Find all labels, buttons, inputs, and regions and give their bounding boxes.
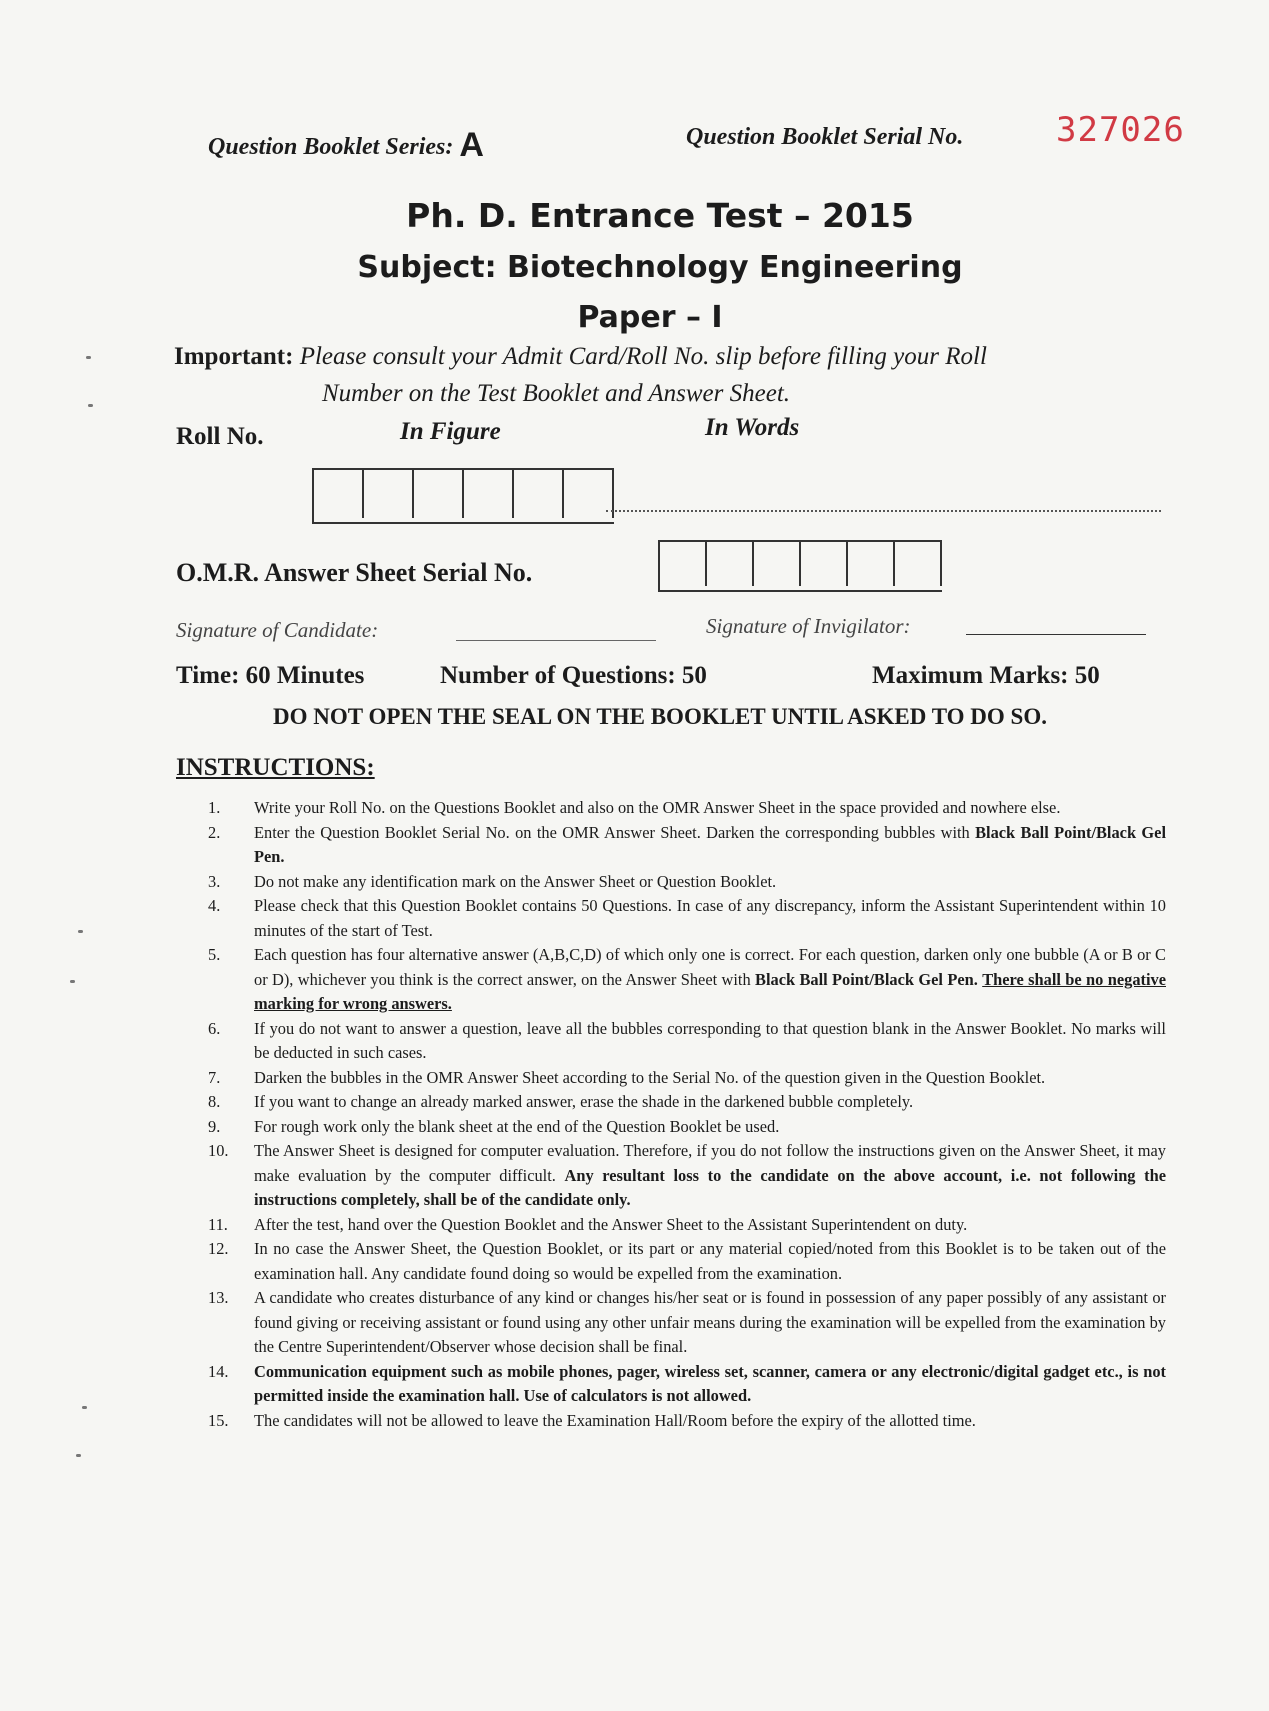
instruction-number: 9. [208, 1116, 221, 1136]
time-limit: Time: 60 Minutes [176, 662, 365, 689]
scan-speck [76, 1454, 81, 1457]
instruction-text [254, 1139, 1166, 1213]
important-note [174, 338, 1174, 412]
roll-digit-box[interactable] [364, 470, 414, 518]
instruction-item [208, 1213, 1166, 1238]
instruction-text-part: Black Ball Point/Black Gel Pen. [254, 822, 1166, 866]
instruction-text-part: Black Ball Point/Black Gel Pen. [755, 969, 978, 989]
instruction-text [254, 1286, 1166, 1360]
instruction-number: 7. [208, 1067, 221, 1087]
important-text-line1: Please consult your Admit Card/Roll No. slip before filling your Roll [299, 343, 987, 370]
instruction-text-part: Write your Roll No. on the Questions Booklet and also on the OMR Answer Sheet in the space provided and nowhere else. [254, 798, 1061, 817]
booklet-series-value: A [459, 126, 484, 164]
roll-digit-box[interactable] [414, 470, 464, 518]
instruction-number: 1. [208, 798, 221, 817]
instruction-item [208, 1286, 1166, 1360]
instruction-number: 10. [208, 1141, 229, 1160]
instruction-text [254, 1360, 1166, 1409]
roll-in-words-line[interactable] [606, 510, 1161, 512]
instruction-text-part: Please check that this Question Booklet contains 50 Questions. In case of any discrepancy, inform the Assistant Superintendent within 10 minutes of the start of Test. [254, 896, 1166, 940]
instruction-number: 13. [208, 1288, 229, 1307]
instruction-item [208, 1360, 1166, 1409]
omr-digit-box[interactable] [895, 542, 942, 586]
scan-speck [88, 404, 93, 407]
instruction-text-part: If you want to change an already marked answer, erase the shade in the darkened bubble completely. [254, 1092, 914, 1111]
instruction-text [254, 1115, 1166, 1140]
instruction-number: 14. [208, 1361, 229, 1381]
roll-number-label: Roll No. [176, 423, 264, 450]
omr-digit-box[interactable] [660, 542, 707, 586]
instruction-number: 4. [208, 896, 221, 915]
candidate-signature-label: Signature of Candidate: [176, 618, 379, 642]
instruction-number: 3. [208, 871, 221, 891]
omr-digit-box[interactable] [848, 542, 895, 586]
booklet-series [208, 126, 484, 165]
omr-digit-box[interactable] [707, 542, 754, 586]
omr-digit-box[interactable] [801, 542, 848, 586]
roll-digit-box[interactable] [514, 470, 564, 518]
instruction-number: 15. [208, 1410, 229, 1430]
instruction-text [254, 894, 1166, 943]
omr-serial-boxes[interactable] [658, 540, 942, 592]
instruction-text-part: Darken the bubbles in the OMR Answer Sheet according to the Serial No. of the question given in the Question Booklet. [254, 1067, 1046, 1087]
instruction-item [208, 870, 1166, 895]
instruction-text [254, 796, 1166, 821]
instruction-number: 6. [208, 1018, 221, 1038]
instruction-text-part: In no case the Answer Sheet, the Question Booklet, or its part or any material copied/noted from this Booklet is to be taken out of the examination hall. Any candidate found doing so would be expelled from the examination. [254, 1239, 1166, 1283]
instruction-item [208, 1090, 1166, 1115]
instruction-number: 12. [208, 1239, 229, 1258]
instruction-text-part: After the test, hand over the Question Booklet and the Answer Sheet to the Assistant Superintendent on duty. [254, 1214, 968, 1234]
important-text-line2: Number on the Test Booklet and Answer Sheet. [322, 380, 791, 407]
scan-speck [82, 1406, 87, 1409]
instruction-text-part: A candidate who creates disturbance of any kind or changes his/her seat or is found in possession of any paper possibly of any assistant or found giving or receiving assistant or found using any other unfair means during the examination will be expelled from the examination by the Centre Superintendent/Observer whose decision shall be final. [254, 1288, 1166, 1356]
paper-heading: Paper – I [577, 300, 723, 335]
scan-speck [86, 356, 91, 359]
instruction-text [254, 1237, 1166, 1286]
instruction-item [208, 1017, 1166, 1066]
instruction-item [208, 821, 1166, 870]
instruction-item [208, 1139, 1166, 1213]
omr-digit-box[interactable] [754, 542, 801, 586]
instruction-text [254, 1409, 1166, 1434]
candidate-signature-line[interactable] [456, 640, 656, 641]
instruction-text [254, 1066, 1166, 1091]
instruction-item [208, 1237, 1166, 1286]
roll-digit-box[interactable] [464, 470, 514, 518]
roll-digit-box[interactable] [314, 470, 364, 518]
instruction-text-part: The candidates will not be allowed to leave the Examination Hall/Room before the expiry of the allotted time. [254, 1410, 976, 1430]
maximum-marks: Maximum Marks: 50 [872, 662, 1100, 689]
instruction-text-part: Any resultant loss to the candidate on the above account, i.e. not following the instructions completely, shall be of the candidate only. [254, 1165, 1166, 1209]
invigilator-signature-label: Signature of Invigilator: [706, 614, 911, 638]
instruction-text-part: Communication equipment such as mobile phones, pager, wireless set, scanner, camera or any electronic/digital gadget etc., is not permitted inside the examination hall. Use of calculators is not allowed. [254, 1361, 1166, 1405]
instruction-number: 5. [208, 945, 221, 964]
number-of-questions: Number of Questions: 50 [440, 662, 707, 689]
instruction-text [254, 870, 1166, 895]
scan-speck [70, 980, 75, 983]
instruction-item [208, 796, 1166, 821]
instruction-text [254, 821, 1166, 870]
invigilator-signature-line[interactable] [966, 634, 1146, 635]
instruction-text [254, 1090, 1166, 1115]
instruction-text [254, 1213, 1166, 1238]
instruction-text-part: Do not make any identification mark on the Answer Sheet or Question Booklet. [254, 871, 777, 891]
instruction-item [208, 1066, 1166, 1091]
roll-number-boxes[interactable] [312, 468, 614, 524]
instruction-text-part: If you do not want to answer a question, leave all the bubbles corresponding to that question blank in the Answer Booklet. No marks will be deducted in such cases. [254, 1018, 1166, 1062]
in-figure-label: In Figure [400, 418, 501, 445]
instruction-text-part: There shall be no negative marking for wrong answers. [254, 969, 1166, 1013]
booklet-serial-label: Question Booklet Serial No. [686, 124, 964, 150]
instruction-number: 8. [208, 1092, 221, 1111]
page-title: Ph. D. Entrance Test – 2015 [406, 196, 914, 235]
instructions-list [208, 796, 1166, 1433]
instruction-text [254, 1017, 1166, 1066]
instruction-text-part: The Answer Sheet is designed for computer evaluation. Therefore, if you do not follow the instructions given on the Answer Sheet, it may make evaluation by the computer difficult. [254, 1141, 1166, 1185]
instruction-text-part: Enter the Question Booklet Serial No. on the OMR Answer Sheet. Darken the corresponding bubbles with [254, 822, 976, 842]
subject-heading: Subject: Biotechnology Engineering [357, 250, 963, 285]
instruction-item [208, 894, 1166, 943]
booklet-series-label: Question Booklet Series: [208, 134, 454, 160]
booklet-serial-number: 327026 [1056, 110, 1185, 150]
scan-speck [78, 930, 83, 933]
omr-serial-label: O.M.R. Answer Sheet Serial No. [176, 558, 533, 587]
seal-notice: DO NOT OPEN THE SEAL ON THE BOOKLET UNTIL ASKED TO DO SO. [273, 704, 1047, 729]
instructions-heading: INSTRUCTIONS: [176, 754, 375, 781]
instruction-text-part: For rough work only the blank sheet at the end of the Question Booklet be used. [254, 1116, 780, 1136]
instruction-item [208, 1115, 1166, 1140]
instruction-number: 11. [208, 1214, 228, 1234]
instruction-item [208, 1409, 1166, 1434]
instruction-number: 2. [208, 822, 221, 842]
in-words-label: In Words [705, 414, 800, 441]
instruction-text [254, 943, 1166, 1017]
important-label: Important: [174, 343, 294, 370]
instruction-item [208, 943, 1166, 1017]
instruction-text-part: Each question has four alternative answer (A,B,C,D) of which only one is correct. For each question, darken only one bubble (A or B or C or D), whichever you think is the correct answer, on the Answer Sheet with [254, 945, 1166, 989]
